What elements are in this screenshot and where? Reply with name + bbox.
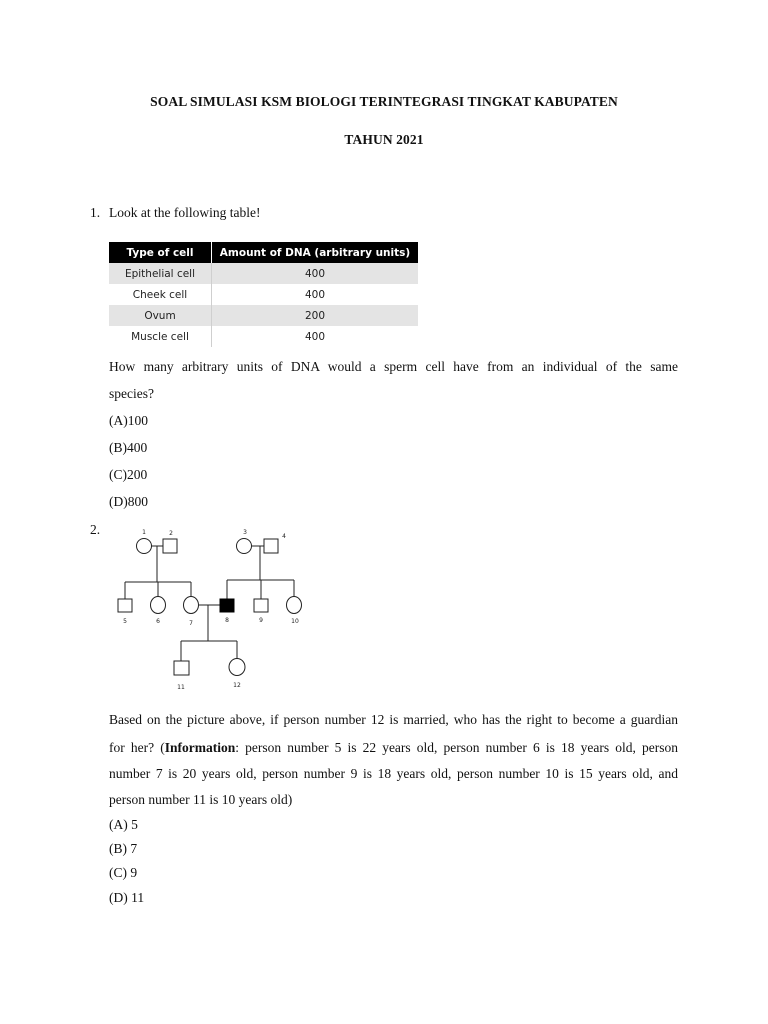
question-1-prompt: Look at the following table! [109,205,261,220]
question-2-option-b: (B) 7 [109,841,138,856]
pedigree-individual-2 [163,539,177,553]
question-1-option-d: (D)800 [109,494,148,509]
question-1-option-b: (B)400 [109,440,148,455]
table-cell: 400 [212,263,419,284]
pedigree-label-2: 2 [169,530,173,537]
pedigree-label-12: 12 [233,682,241,689]
question-2-number: 2. [90,522,101,537]
table-row [109,305,418,326]
question-1-text-line-2: species? [109,386,154,401]
pedigree-individual-8-affected [220,599,234,612]
pedigree-label-6: 6 [156,618,160,625]
pedigree-individual-6 [151,597,166,614]
pedigree-label-10: 10 [291,618,299,625]
question-2-option-a: (A) 5 [109,817,138,832]
question-1-option-a: (A)100 [109,413,148,428]
table-row [109,326,418,347]
pedigree-individual-3 [237,539,252,554]
table-cell: Muscle cell [109,326,212,347]
question-2-text-line-4: person number 11 is 10 years old) [109,792,293,807]
dna-table-header-cell-amount: Amount of DNA (arbitrary units) [212,242,419,263]
document-year: TAHUN 2021 [344,132,424,147]
pedigree-individual-1 [137,539,152,554]
table-cell: Epithelial cell [109,263,212,284]
table-row [109,263,418,284]
question-1-number: 1. [90,205,101,220]
table-cell: Ovum [109,305,212,326]
question-2-option-d: (D) 11 [109,890,145,905]
pedigree-label-9: 9 [259,617,263,624]
pedigree-individual-11 [174,661,189,675]
pedigree-label-5: 5 [123,618,127,625]
dna-table-header-cell-type: Type of cell [109,242,212,263]
table-row [109,284,418,305]
question-2-line-2-start: for her? ( [109,740,165,755]
table-cell: 400 [304,330,326,343]
question-2-text-line-1: Based on the picture above, if person number 12 is married, who has the right to become a guardian [109,712,678,727]
table-cell: Cheek cell [109,284,212,305]
table-cell: 200 [212,305,419,326]
question-1-text-line-1: How many arbitrary units of DNA would a sperm cell have from an individual of the same [109,359,678,374]
pedigree-label-3: 3 [243,529,247,536]
pedigree-label-1: 1 [142,529,146,536]
table-cell: 400 [304,288,326,301]
pedigree-chart [113,524,313,694]
pedigree-individual-4 [264,539,278,553]
question-2-text-line-3: number 7 is 20 years old, person number 9 is 18 years old, person number 10 is 15 years old, and [109,766,678,781]
question-1-option-c: (C)200 [109,467,148,482]
dna-table-header-row [109,242,418,263]
pedigree-individual-9 [254,599,268,612]
dna-table [109,242,418,347]
pedigree-label-8: 8 [225,617,229,624]
pedigree-individual-7 [184,597,199,614]
question-2-option-c: (C) 9 [109,865,138,880]
question-2-line-2-rest: : person number 5 is 22 years old, person number 6 is 18 years old, person [235,740,678,755]
pedigree-individual-5 [118,599,132,612]
question-2-text-line-2 [109,735,678,761]
information-label: Information [164,740,236,755]
pedigree-individual-12 [229,659,245,676]
pedigree-label-11: 11 [177,684,185,691]
pedigree-label-7: 7 [189,620,193,627]
pedigree-label-4: 4 [282,533,286,540]
pedigree-individual-10 [287,597,302,614]
document-title: SOAL SIMULASI KSM BIOLOGI TERINTEGRASI TINGKAT KABUPATEN [150,94,618,109]
